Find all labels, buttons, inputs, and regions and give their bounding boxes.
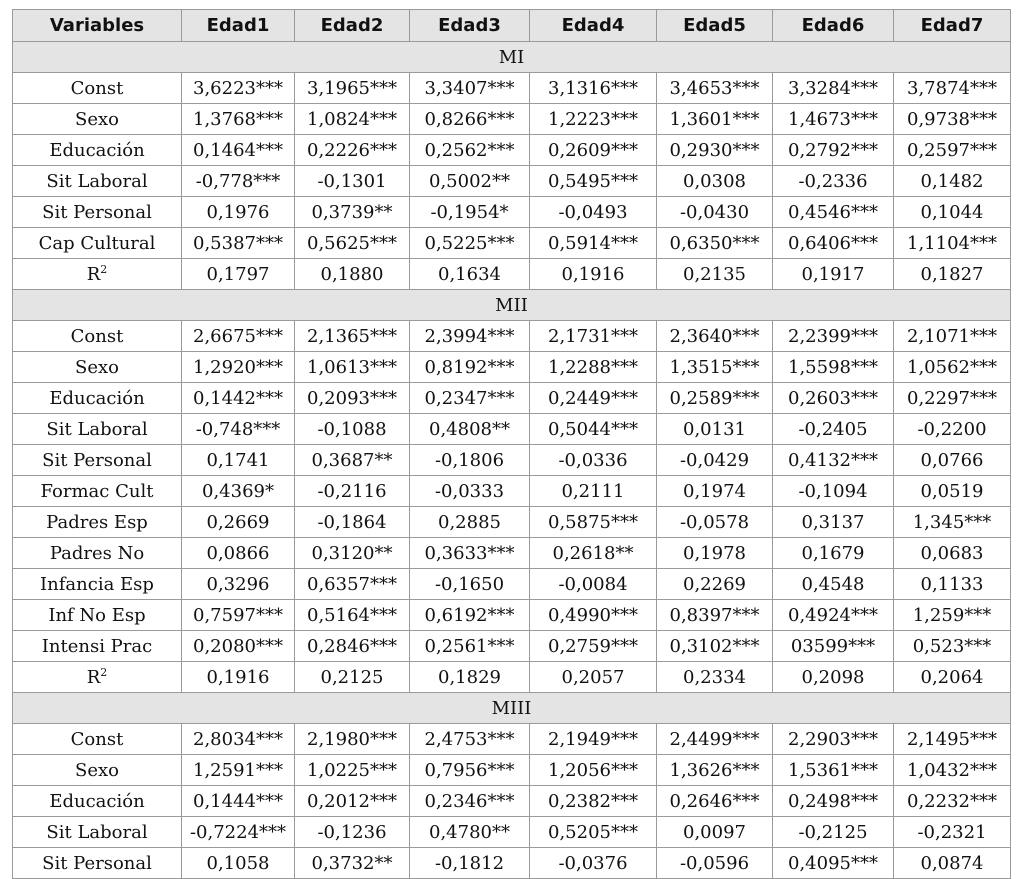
table-cell: 3,4653*** <box>657 73 773 104</box>
table-cell: 2,4753*** <box>410 724 530 755</box>
table-row <box>13 352 1011 383</box>
row-label <box>13 755 182 786</box>
table-row <box>13 135 1011 166</box>
table-cell: -0,0084 <box>530 569 657 600</box>
table-cell: 1,5361*** <box>773 755 894 786</box>
table-cell: -0,1650 <box>410 569 530 600</box>
table-cell: 1,5598*** <box>773 352 894 383</box>
table-cell: 0,7956*** <box>410 755 530 786</box>
table-cell: 1,3768*** <box>182 104 295 135</box>
row-label-text: R <box>86 666 101 688</box>
table-cell: 0,5002** <box>410 166 530 197</box>
table-cell: 0,5205*** <box>530 817 657 848</box>
table-cell: 0,2618** <box>530 538 657 569</box>
table-cell: 0,1917 <box>773 259 894 290</box>
table-cell: 3,6223*** <box>182 73 295 104</box>
table-cell: 0,1442*** <box>182 383 295 414</box>
header-cell-edad2: Edad2 <box>295 10 410 42</box>
table-cell: 0,523*** <box>894 631 1011 662</box>
row-label-text: Sit Laboral <box>46 170 148 192</box>
table-cell: 0,5914*** <box>530 228 657 259</box>
table-cell: 0,6406*** <box>773 228 894 259</box>
table-cell: 0,3739** <box>295 197 410 228</box>
table-cell: 0,1044 <box>894 197 1011 228</box>
table-row <box>13 631 1011 662</box>
table-cell: 0,5044*** <box>530 414 657 445</box>
table-cell: 0,1133 <box>894 569 1011 600</box>
superscript: 2 <box>100 665 108 679</box>
table-row <box>13 321 1011 352</box>
table-cell: 0,2098 <box>773 662 894 693</box>
table-cell: 0,2057 <box>530 662 657 693</box>
table-cell: 0,1058 <box>182 848 295 879</box>
table-row <box>13 569 1011 600</box>
row-label-text: Cap Cultural <box>38 232 156 254</box>
table-row <box>13 104 1011 135</box>
table-cell: 2,2399*** <box>773 321 894 352</box>
table-cell: 0,8397*** <box>657 600 773 631</box>
table-cell: 2,6675*** <box>182 321 295 352</box>
table-cell: 0,2609*** <box>530 135 657 166</box>
table-cell: -0,2336 <box>773 166 894 197</box>
table-body <box>13 42 1011 879</box>
row-label <box>13 104 182 135</box>
row-label-text: Sexo <box>75 759 119 781</box>
table-cell: 0,2759*** <box>530 631 657 662</box>
table-cell: 1,0824*** <box>295 104 410 135</box>
table-cell: 0,3633*** <box>410 538 530 569</box>
header-cell-variables: Variables <box>13 10 182 42</box>
table-cell: 0,3120** <box>295 538 410 569</box>
table-cell: 0,4808** <box>410 414 530 445</box>
table-cell: -0,1088 <box>295 414 410 445</box>
table-cell: 0,2346*** <box>410 786 530 817</box>
row-label-text: Educación <box>49 139 145 161</box>
table-cell: -0,2125 <box>773 817 894 848</box>
row-label <box>13 73 182 104</box>
row-label <box>13 352 182 383</box>
table-cell: 2,1495*** <box>894 724 1011 755</box>
table-cell: -0,2405 <box>773 414 894 445</box>
table-cell: 0,1797 <box>182 259 295 290</box>
table-cell: 0,3687** <box>295 445 410 476</box>
table-cell: 0,4546*** <box>773 197 894 228</box>
table-cell: 0,2646*** <box>657 786 773 817</box>
section-header-row <box>13 693 1011 724</box>
section-title: MI <box>13 42 1011 73</box>
table-cell: 2,3640*** <box>657 321 773 352</box>
table-cell: 0,2885 <box>410 507 530 538</box>
table-cell: 0,2064 <box>894 662 1011 693</box>
table-cell: 0,2297*** <box>894 383 1011 414</box>
section-header-row <box>13 42 1011 73</box>
row-label <box>13 414 182 445</box>
table-cell: 0,6357*** <box>295 569 410 600</box>
table-cell: 0,9738*** <box>894 104 1011 135</box>
table-cell: 0,5164*** <box>295 600 410 631</box>
row-label-text: Sit Personal <box>42 449 152 471</box>
table-cell: 1,0613*** <box>295 352 410 383</box>
table-cell: -0,1864 <box>295 507 410 538</box>
table-cell: 0,5625*** <box>295 228 410 259</box>
table-row <box>13 445 1011 476</box>
row-label-text: R <box>86 263 101 285</box>
table-cell: 2,1980*** <box>295 724 410 755</box>
table-cell: 1,0432*** <box>894 755 1011 786</box>
table-cell: 1,0562*** <box>894 352 1011 383</box>
row-label-text: Educación <box>49 790 145 812</box>
row-label <box>13 445 182 476</box>
table-cell: 0,6192*** <box>410 600 530 631</box>
row-label-text: Formac Cult <box>40 480 154 502</box>
table-cell: 0,2093*** <box>295 383 410 414</box>
row-label-text: Infancia Esp <box>40 573 154 595</box>
table-cell: 2,4499*** <box>657 724 773 755</box>
table-cell: 0,2561*** <box>410 631 530 662</box>
table-cell: 0,1978 <box>657 538 773 569</box>
row-label-text: Intensi Prac <box>41 635 153 657</box>
table-cell: 0,2930*** <box>657 135 773 166</box>
table-cell: 3,1965*** <box>295 73 410 104</box>
table-cell: -0,0376 <box>530 848 657 879</box>
table-cell: -0,2321 <box>894 817 1011 848</box>
row-label-text: Educación <box>49 387 145 409</box>
section-title: MIII <box>13 693 1011 724</box>
table-cell: 0,3102*** <box>657 631 773 662</box>
table-cell: 0,0308 <box>657 166 773 197</box>
row-label <box>13 662 182 693</box>
table-cell: 2,1731*** <box>530 321 657 352</box>
table-cell: 1,1104*** <box>894 228 1011 259</box>
table-cell: 0,4780** <box>410 817 530 848</box>
table-cell: 0,2449*** <box>530 383 657 414</box>
table-cell: 0,2597*** <box>894 135 1011 166</box>
table-row <box>13 166 1011 197</box>
table-cell: 0,3732** <box>295 848 410 879</box>
table-cell: 0,1827 <box>894 259 1011 290</box>
table-cell: 0,2135 <box>657 259 773 290</box>
table-cell: 0,2669 <box>182 507 295 538</box>
table-cell: 0,2080*** <box>182 631 295 662</box>
header-cell-edad6: Edad6 <box>773 10 894 42</box>
table-cell: 0,0866 <box>182 538 295 569</box>
row-label <box>13 166 182 197</box>
table-cell: 0,2232*** <box>894 786 1011 817</box>
row-label <box>13 538 182 569</box>
table-cell: 0,0766 <box>894 445 1011 476</box>
table-cell: 0,2382*** <box>530 786 657 817</box>
table-cell: 1,3601*** <box>657 104 773 135</box>
row-label-text: Padres No <box>49 542 145 564</box>
table-row <box>13 228 1011 259</box>
table-cell: 0,1916 <box>182 662 295 693</box>
table-cell: 2,1365*** <box>295 321 410 352</box>
table-cell: 0,0874 <box>894 848 1011 879</box>
table-row <box>13 786 1011 817</box>
row-label-text: Inf No Esp <box>48 604 146 626</box>
table-cell: 0,2111 <box>530 476 657 507</box>
row-label-text: Sexo <box>75 108 119 130</box>
header-cell-edad3: Edad3 <box>410 10 530 42</box>
table-cell: 0,4369* <box>182 476 295 507</box>
row-label <box>13 817 182 848</box>
table-row <box>13 538 1011 569</box>
table-cell: 0,1634 <box>410 259 530 290</box>
table-cell: -0,1094 <box>773 476 894 507</box>
table-cell: 1,3626*** <box>657 755 773 786</box>
table-cell: 3,3407*** <box>410 73 530 104</box>
table-cell: 0,5495*** <box>530 166 657 197</box>
table-row <box>13 476 1011 507</box>
table-cell: 0,4095*** <box>773 848 894 879</box>
row-label <box>13 848 182 879</box>
row-label-text: Sexo <box>75 356 119 378</box>
regression-table <box>12 9 1011 879</box>
header-cell-edad4: Edad4 <box>530 10 657 42</box>
row-label <box>13 135 182 166</box>
table-cell: 2,1071*** <box>894 321 1011 352</box>
table-cell: 3,7874*** <box>894 73 1011 104</box>
table-cell: 0,7597*** <box>182 600 295 631</box>
table-cell: -0,0333 <box>410 476 530 507</box>
row-label <box>13 197 182 228</box>
table-cell: 0,0131 <box>657 414 773 445</box>
table-cell: 3,1316*** <box>530 73 657 104</box>
table-cell: 1,2920*** <box>182 352 295 383</box>
row-label <box>13 724 182 755</box>
table-cell: 0,4548 <box>773 569 894 600</box>
table-cell: 2,8034*** <box>182 724 295 755</box>
table-cell: 0,1444*** <box>182 786 295 817</box>
table-cell: 0,2846*** <box>295 631 410 662</box>
table-cell: 0,3137 <box>773 507 894 538</box>
table-cell: 1,3515*** <box>657 352 773 383</box>
table-cell: -0,1236 <box>295 817 410 848</box>
table-cell: 0,1974 <box>657 476 773 507</box>
table-cell: -0,778*** <box>182 166 295 197</box>
table-cell: 03599*** <box>773 631 894 662</box>
row-label-text: Const <box>70 728 124 750</box>
table-cell: 0,0519 <box>894 476 1011 507</box>
table-cell: 0,1464*** <box>182 135 295 166</box>
row-label <box>13 569 182 600</box>
table-cell: 0,4924*** <box>773 600 894 631</box>
table-cell: 1,0225*** <box>295 755 410 786</box>
table-cell: 1,259*** <box>894 600 1011 631</box>
row-label-text: Const <box>70 325 124 347</box>
table-cell: 1,2591*** <box>182 755 295 786</box>
row-label-text: Sit Personal <box>42 852 152 874</box>
table-cell: 0,2603*** <box>773 383 894 414</box>
table-cell: 3,3284*** <box>773 73 894 104</box>
table-cell: 0,4132*** <box>773 445 894 476</box>
row-label-text: Const <box>70 77 124 99</box>
section-title: MII <box>13 290 1011 321</box>
row-label <box>13 228 182 259</box>
table-cell: 0,6350*** <box>657 228 773 259</box>
row-label-text: Sit Laboral <box>46 418 148 440</box>
table-cell: -0,7224*** <box>182 817 295 848</box>
table-cell: 1,345*** <box>894 507 1011 538</box>
row-label <box>13 786 182 817</box>
table-row <box>13 414 1011 445</box>
row-label <box>13 476 182 507</box>
table-cell: 0,1916 <box>530 259 657 290</box>
table-cell: -0,0430 <box>657 197 773 228</box>
table-row <box>13 73 1011 104</box>
table-cell: 0,2589*** <box>657 383 773 414</box>
table-cell: -0,1301 <box>295 166 410 197</box>
row-label <box>13 600 182 631</box>
table-cell: -0,0336 <box>530 445 657 476</box>
table-cell: 2,3994*** <box>410 321 530 352</box>
header-cell-edad7: Edad7 <box>894 10 1011 42</box>
table-cell: 0,5387*** <box>182 228 295 259</box>
table-cell: 2,1949*** <box>530 724 657 755</box>
table-row <box>13 724 1011 755</box>
table-cell: 2,2903*** <box>773 724 894 755</box>
table-cell: -0,0429 <box>657 445 773 476</box>
table-row <box>13 383 1011 414</box>
table-cell: -0,0596 <box>657 848 773 879</box>
table-cell: -0,1954* <box>410 197 530 228</box>
table-cell: 0,4990*** <box>530 600 657 631</box>
row-label <box>13 631 182 662</box>
table-cell: 0,8266*** <box>410 104 530 135</box>
table-cell: 0,2562*** <box>410 135 530 166</box>
table-cell: -0,1812 <box>410 848 530 879</box>
table-cell: 0,5225*** <box>410 228 530 259</box>
table-row <box>13 259 1011 290</box>
section-header-row <box>13 290 1011 321</box>
table-cell: -0,748*** <box>182 414 295 445</box>
table-row <box>13 848 1011 879</box>
table-cell: 0,1679 <box>773 538 894 569</box>
table-row <box>13 507 1011 538</box>
row-label <box>13 321 182 352</box>
table-row <box>13 755 1011 786</box>
row-label <box>13 383 182 414</box>
row-label-text: Padres Esp <box>46 511 148 533</box>
table-row <box>13 600 1011 631</box>
table-cell: 0,1976 <box>182 197 295 228</box>
table-cell: 0,2498*** <box>773 786 894 817</box>
table-row <box>13 817 1011 848</box>
table-row <box>13 662 1011 693</box>
table-cell: 0,1829 <box>410 662 530 693</box>
table-cell: 0,2012*** <box>295 786 410 817</box>
table-cell: -0,0578 <box>657 507 773 538</box>
table-cell: 1,2223*** <box>530 104 657 135</box>
table-cell: -0,0493 <box>530 197 657 228</box>
table-cell: 0,2269 <box>657 569 773 600</box>
superscript: 2 <box>100 262 108 276</box>
table-cell: 0,5875*** <box>530 507 657 538</box>
table-cell: 0,2347*** <box>410 383 530 414</box>
table-cell: 0,0683 <box>894 538 1011 569</box>
table-cell: -0,2116 <box>295 476 410 507</box>
table-cell: 0,2125 <box>295 662 410 693</box>
row-label <box>13 259 182 290</box>
table-cell: 0,8192*** <box>410 352 530 383</box>
table-row <box>13 197 1011 228</box>
table-cell: 0,1482 <box>894 166 1011 197</box>
row-label-text: Sit Laboral <box>46 821 148 843</box>
header-cell-edad1: Edad1 <box>182 10 295 42</box>
header-cell-edad5: Edad5 <box>657 10 773 42</box>
table-cell: 0,0097 <box>657 817 773 848</box>
table-cell: 0,2334 <box>657 662 773 693</box>
table-cell: 0,2792*** <box>773 135 894 166</box>
table-cell: -0,2200 <box>894 414 1011 445</box>
table-cell: 1,4673*** <box>773 104 894 135</box>
header-row <box>13 10 1011 42</box>
table-cell: 1,2056*** <box>530 755 657 786</box>
table-cell: 1,2288*** <box>530 352 657 383</box>
row-label-text: Sit Personal <box>42 201 152 223</box>
table-cell: 0,1880 <box>295 259 410 290</box>
table-cell: 0,2226*** <box>295 135 410 166</box>
table-cell: 0,1741 <box>182 445 295 476</box>
row-label <box>13 507 182 538</box>
table-cell: -0,1806 <box>410 445 530 476</box>
table-cell: 0,3296 <box>182 569 295 600</box>
